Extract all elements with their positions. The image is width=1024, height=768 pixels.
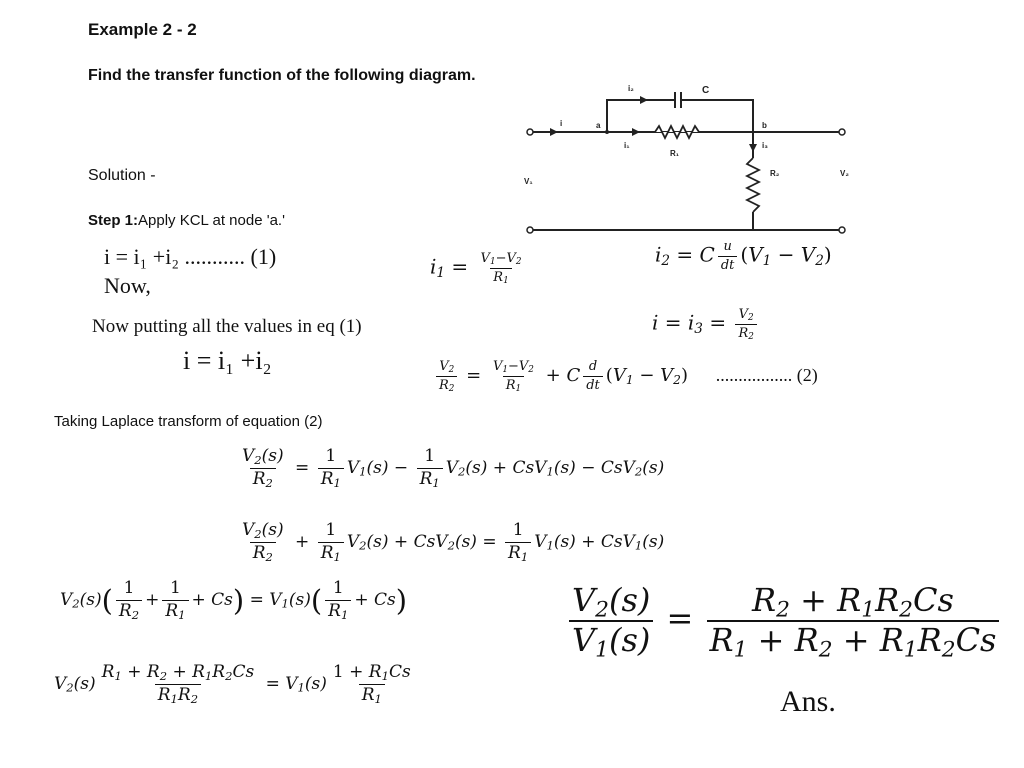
arrow-i3: [749, 144, 757, 152]
label-i: i: [560, 119, 563, 128]
node-a-dot: [605, 130, 609, 134]
laplace-eq-a: $\frac{V_2(s)}{R_2}$ = $\frac{1}{R_1}$ $V_1(s)$ − $\frac{1}{R_1}$ $V_2(s) + CsV_1(s) - CsV_2(s)$: [242, 446, 665, 490]
terminal-in-bottom: [527, 227, 533, 233]
problem-statement: Find the transfer function of the following diagram.: [88, 67, 476, 84]
terminal-in-top: [527, 129, 533, 135]
step1-line: [88, 212, 285, 229]
putting-values-text: Now putting all the values in eq (1): [92, 316, 362, 337]
capacitor-branch: [607, 100, 675, 132]
i1-expression: $i_1$ = $\frac{V_1-V_2}{R_1}$: [430, 251, 522, 286]
label-r1: R₁: [670, 149, 680, 158]
r2-resistor: [747, 158, 759, 212]
i3-expression: $i = i_3$ = $\frac{V_2}{R_2}$: [652, 308, 760, 340]
label-i1: i₁: [624, 141, 630, 150]
label-v1: V₁: [524, 177, 533, 186]
kcl-repeat: i = i₁ +i₂: [183, 346, 272, 375]
label-v2: V₂: [840, 169, 849, 178]
label-i3: i₃: [762, 141, 768, 150]
transfer-function-result: $\frac{V_2(s)}{V_1(s)}$ = $\frac{R_2 + R_1R_2Cs}{R_1 + R_2 + R_1R_2Cs}$: [566, 584, 1002, 657]
i2-expression: $i_2 = C$ $\frac{u}{dt}$ $(V_1 - V_2)$: [655, 239, 832, 273]
equation-2-tag: ................. (2): [715, 365, 818, 386]
answer-label: Ans.: [780, 685, 836, 718]
label-a: a: [596, 121, 601, 130]
laplace-eq-b: $\frac{V_2(s)}{R_2}$ + $\frac{1}{R_1}$ $V_2(s) + CsV_2(s)$ = $\frac{1}{R_1}$ $V_1(s) + CsV_1(s)$: [242, 520, 665, 564]
solution-label: Solution -: [88, 167, 156, 184]
now-label: Now,: [104, 273, 151, 298]
step1-text: Apply KCL at node 'a.': [138, 212, 285, 229]
example-heading: Example 2 - 2: [88, 20, 197, 39]
laplace-heading: Taking Laplace transform of equation (2): [54, 413, 323, 430]
r1-resistor: [655, 126, 699, 138]
label-c: C: [702, 85, 710, 96]
label-b: b: [762, 121, 767, 130]
laplace-eq-c: $V_2(s)$( $\frac{1}{R_2}$ + $\frac{1}{R_1}$ + $Cs) = V_1(s)$( $\frac{1}{R_1}$ + Cs): [60, 578, 408, 622]
arrow-i: [550, 128, 558, 136]
equation-2: $\frac{V_2}{R_2}$ = $\frac{V_1-V_2}{R_1}$ + C $\frac{d}{dt}$ $(V_1 - V_2)$ ................. (2): [433, 360, 818, 392]
step1-prefix: Step 1:: [88, 212, 139, 229]
arrow-i2: [640, 96, 648, 104]
label-i2: i₂: [628, 84, 634, 93]
circuit-diagram: [520, 80, 860, 240]
laplace-eq-d: $V_2(s)$ $\frac{R_1 + R_2 + R_1R_2Cs}{R_1R_2}$ = $V_1(s)$ $\frac{1 + R_1Cs}{R_1}$: [54, 662, 411, 706]
terminal-out-top: [839, 129, 845, 135]
label-r2: R₂: [770, 169, 780, 178]
terminal-out-bottom: [839, 227, 845, 233]
kcl-equation: i = i₁ +i₂ ........... (1): [104, 244, 277, 269]
arrow-i1: [632, 128, 640, 136]
capacitor-branch-right: [681, 100, 753, 132]
